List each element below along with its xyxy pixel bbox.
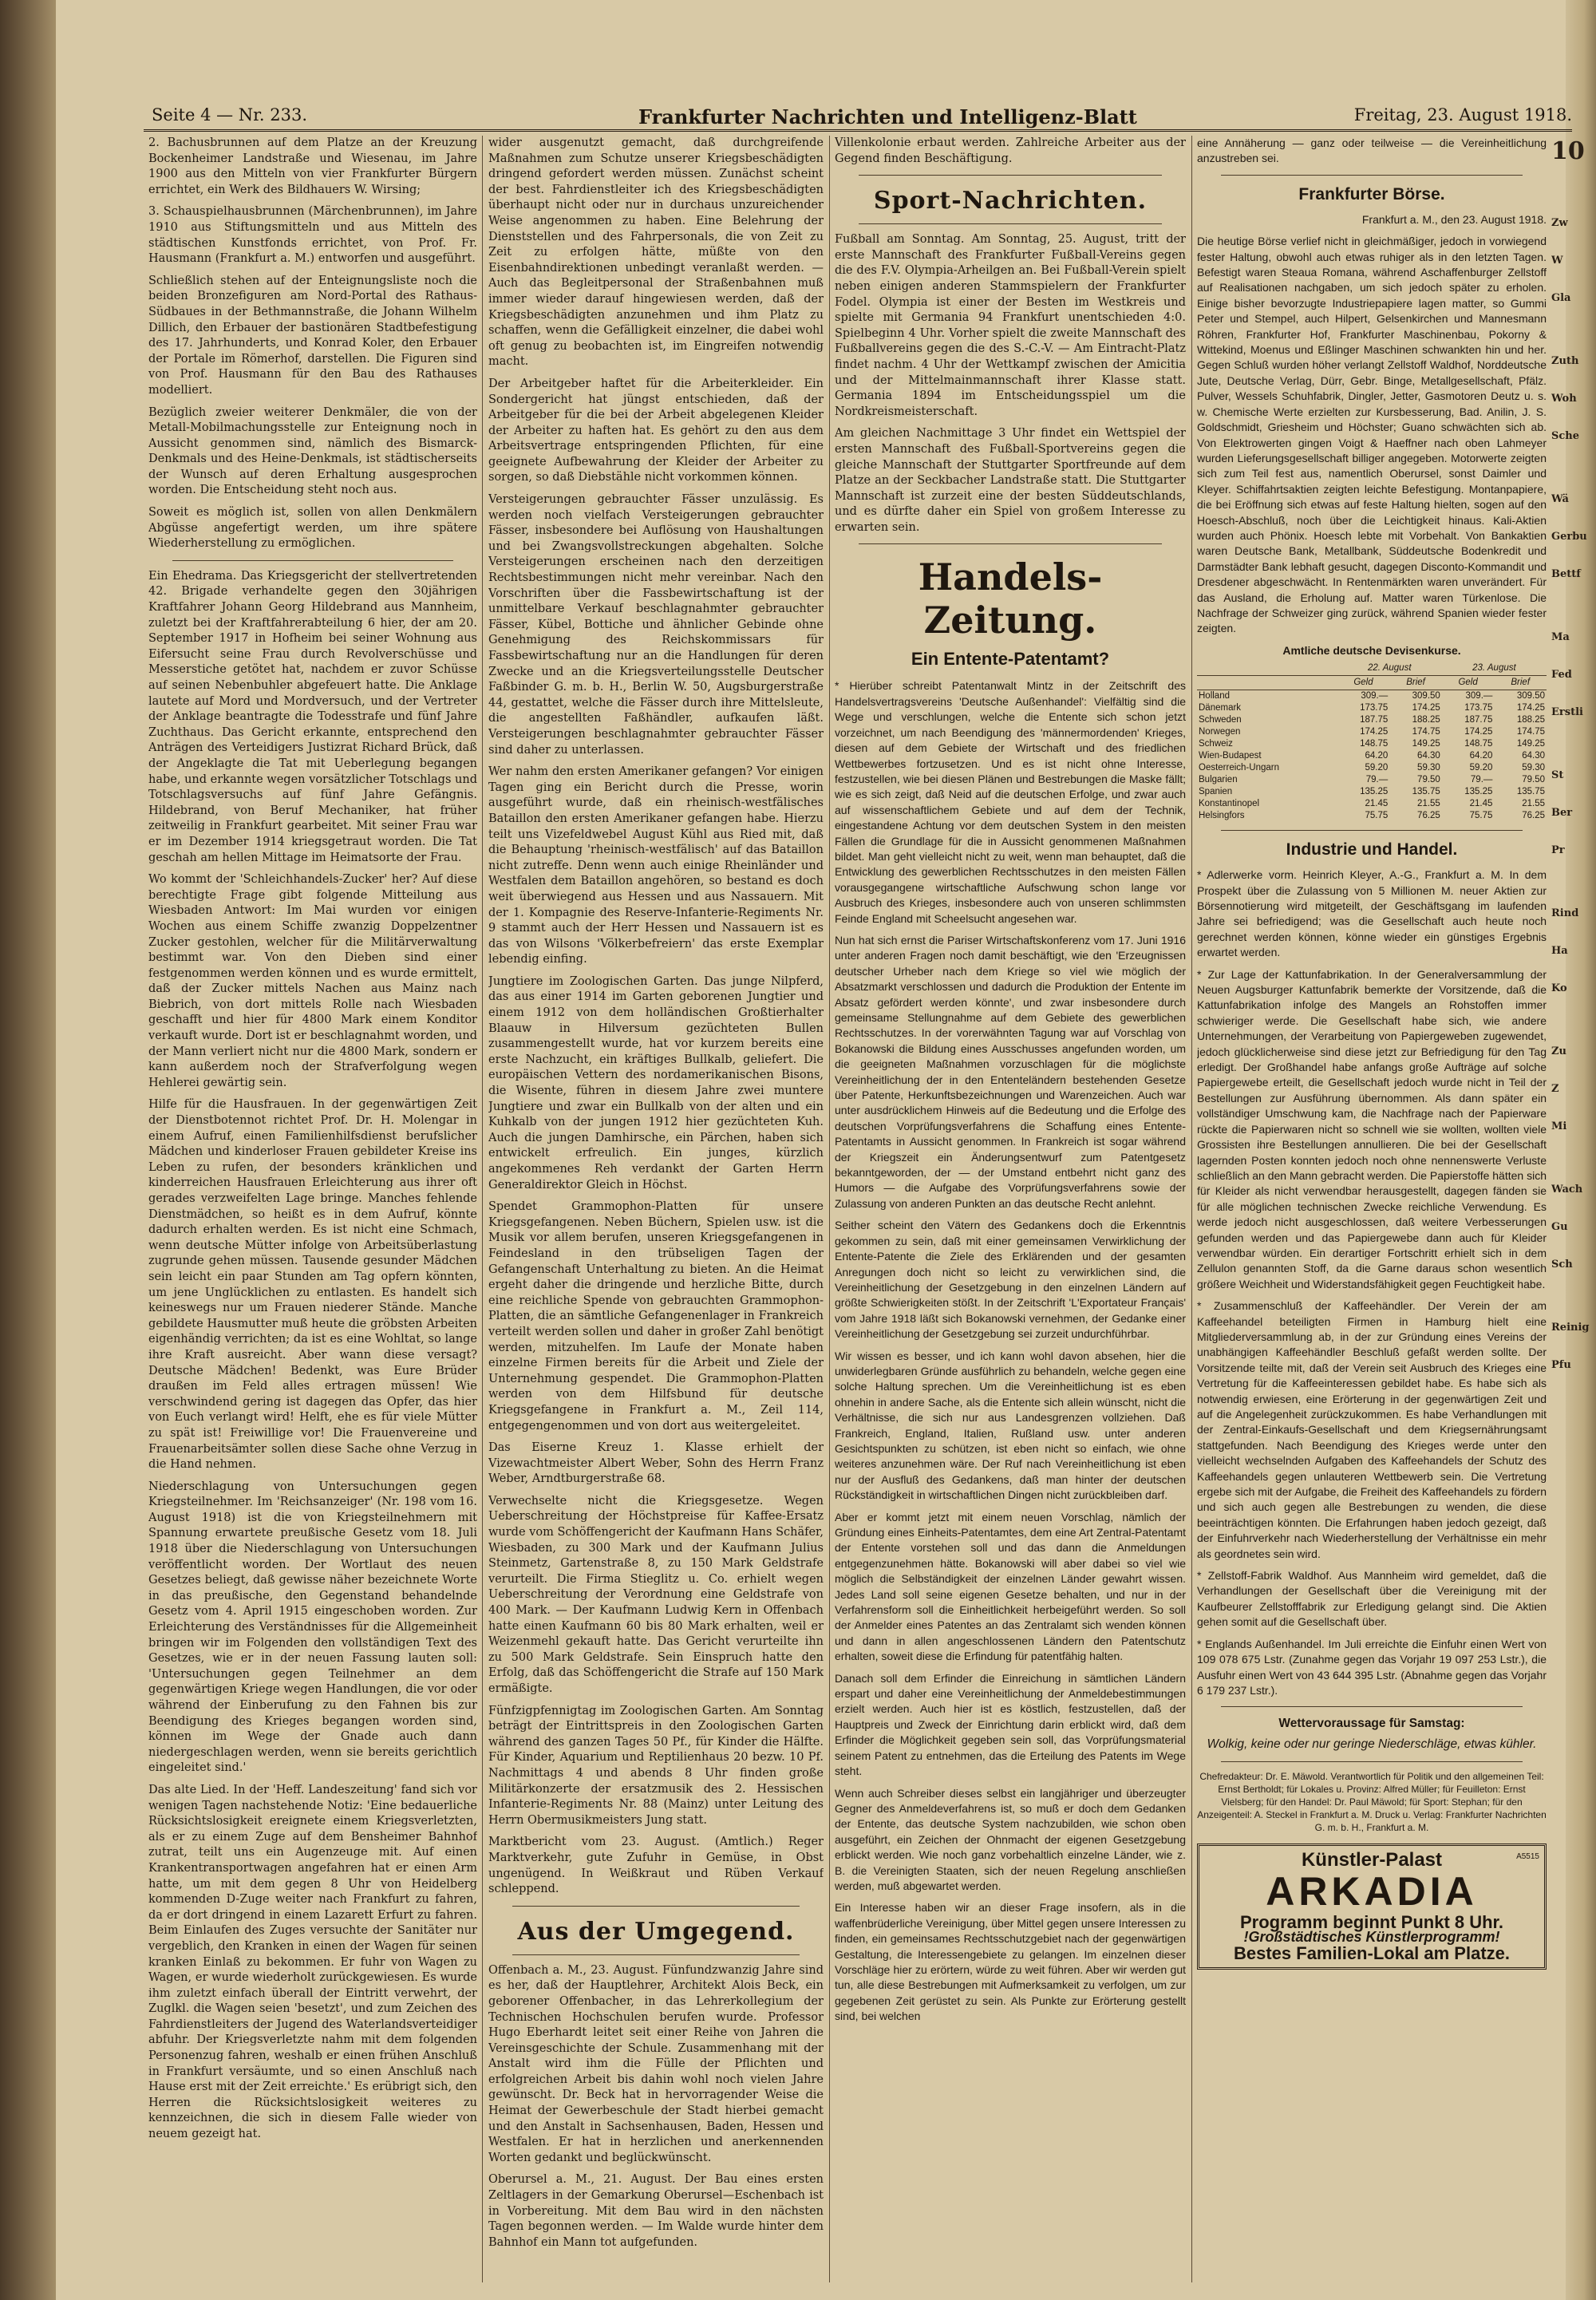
article-paragraph: Schließlich stehen auf der Enteignungsliste noch die beiden Bronzefiguren am Nord-Portal des Rathaus-Südbaues in der Bethmannstraße, die Johann Wilhelm Dillich, den Erbauer der bastionären Stadtbefestigung des 17. Jahrhunderts, und Konrad Koler, den Erbauer der Portale im Römerhof, darstellen. Die Figuren sind von Prof. Hausmann für den Bau des Rathauses modelliert. [148, 274, 477, 397]
column-1 [148, 136, 477, 2282]
divider [1221, 830, 1523, 831]
article-paragraph: * Zusammenschluß der Kaffeehändler. Der Verein der am Kaffeehandel beteiligten Firmen in Hamburg hielt eine Mitgliederversammlung ab, in der zur Gründung eines Vereins der unabhängigen Kaffeehändler Beschluß gefaßt werden sollte. Der Vorsitzende teilte mit, daß der Verein seit Ausbruch des Krieges eine Vertretung für die Kaffeeinteressen gebildet habe. Es habe sich als notwendig erwiesen, eine Erörterung in der gegenwärtigen Zeit und auf die Angelegenheit zurückzukommen. Es habe Verhandlungen mit der Zentral-Einkaufs-Gesellschaft und dem Kriegsernährungsamt stattgefunden. Nach Beendigung des Krieges werde unter den vielleicht wechselnden Aufgaben des Kaffeehandels der Schutz des Kaffeehandels gegen unlauteren Wettbewerb sein. Die Vertretung ergebe sich mit der Aufgabe, die Freiheit des Kaffeehandels zu fördern und sich auch gegen alle Bestrebungen zu wenden, die diese beeinträchtigen könnten. Die Erfahrungen haben jedoch gezeigt, daß der Einfuhrverkehr nach Wiederherstellung der Verhältnisse ein mehr als geordnetes sein wird. [1197, 1299, 1547, 1560]
article-paragraph: Verwechselte nicht die Kriegsgesetze. Wegen Ueberschreitung der Höchstpreise für Kaffee-Ersatz wurde vom Schöffengericht der Kaufmann Hans Schäfer, Wiesbaden, zu 300 Mark und der Kaufmann Julius Steinmetz, Gartenstraße 8, zu 150 Mark Geldstrafe verurteilt. Die Firma Stieglitz u. Co. erhielt wegen Ueberschreitung der Verordnung eine Geldstrafe von 400 Mark. — Der Kaufmann Ludwig Kern in Offenbach hatte einen Kaufmann 60 bis 80 Mark erhalten, weil er Weizenmehl gekauft hatte. Das Gericht verurteilte ihn zu 500 Mark Geldstrafe. Sein Einspruch hatte den Erfolg, daß das Schöffengericht die Strafe auf 150 Mark ermäßigte. [488, 1494, 824, 1695]
article-paragraph: Versteigerungen gebrauchter Fässer unzulässig. Es werden noch vielfach Versteigerungen gebrauchter Fässer, insbesondere bei Auflösung von Haushaltungen und bei Zwangsvollstreckungen abgehalten. Solche Versteigerungen erscheinen nach den derzeitigen Rechtsbestimmungen nicht mehr vereinbar. Nach den Vorschriften über die Fassbewirtschaftung ist der unmittelbare Verkauf beschlagnahmter gebrauchter Fässer, Kübel, Bottiche und ähnlicher Gebinde ohne Genehmigung des Reichskommissars für Fassbewirtschaftung nur an die Handlungen für deren Zwecke und an die Kriegsverteilungsstelle Deutscher Faßbinder G. m. b. H., Berlin W. 50, Augsburgerstraße 44, gestattet, welche die Fässer durch ihre Mittelsleute, die angestellten Faßhändler, aufkaufen läßt. Versteigerungen beschlagnahmter gebrauchter Fässer sind daher zu unterlassen. [488, 493, 824, 757]
table-subheader: Brief [1494, 676, 1547, 690]
column-rule [1191, 136, 1192, 2282]
advertisement-arkadia [1197, 1844, 1547, 1970]
adjacent-page-fragment: Pr [1551, 844, 1565, 856]
section-heading-umgegend: Aus der Umgegend. [517, 1917, 795, 1946]
table-subheader: Brief [1389, 676, 1442, 690]
table-row: Dänemark 173.75 174.25 173.75 174.25 [1199, 703, 1545, 713]
table-row: Norwegen 174.25 174.75 174.25 174.75 [1199, 727, 1545, 737]
table-subheader: Geld [1442, 676, 1495, 690]
adjacent-page-fragment: W [1551, 255, 1563, 267]
ad-line: !Großstädtisches Künstlerprogramm! [1243, 1929, 1500, 1946]
article-paragraph: Die heutige Börse verlief nicht in gleichmäßiger, jedoch in vorwiegend fester Haltung, obwohl auch etwas ruhiger als in den letzten Tagen. Befestigt waren Steaua Romana, während Aschaffenburger Zellstoff auf Realisationen nachgaben, um sich jedoch später zu erholen. Einige bisher bevorzugte Industriepapiere lagen matter, so Gummi Peter und Stempel, auch Hilpert, Gelsenkirchen und Mannesmann Röhren, Frankfurter Hof, Frankfurter Maschinenbau, Pokorny & Wittekind, Moenus und Eßlinger Maschinen schwankten hin und her. Gegen Schluß wurden höher verlangt Zellstoff Waldhof, Norddeutsche Jute, Deutsche Verlag, Dürr, Gebr. Binge, Metallgesellschaft, Pfälz. Pulver, Wessels Schuhfabrik, Dingler, Jetter, Gasmotoren Deutz u. s. w. Chemische Werte erzielten zur Kursbesserung, Bad. Anilin, J. S. Goldschmidt, Griesheim und Höchster; Guano schwächten sich ab. Von Elektrowerten gingen Voigt & Haeffner nach oben Lahmeyer wurden Lieferungsgesellschaft billiger angegeben. Motorwerte zeigten sich zum Teil fest aus, namentlich Oberursel, sonst Daimler und Kleyer. Schiffahrtsaktien zeigten leichte Befestigung. Montanpapiere, die bei Eröffnung sich etwas auf feste Haltung hielten, sogen auf den Hoesch-Abschluß, noch über die Leichtigkeit hinaus. Kali-Aktien wurden auch Phönix. Hoesch lebte mit Vorbehalt. Von Bankaktien waren Deutsche Bank, Metallbank, Süddeutsche Bodenkredit und Darmstädter Bank lebhaft gesucht, dagegen Disconto-Kommandit und Dresdener abgeschwächt. In Rentenmärkten waren unverändert. Für das Ausland, die Erholung auf. Matter waren Türkenlose. Die Nachfrage der Schweizer ging zurück, während Spanien wieder fester zeigten. [1197, 235, 1547, 635]
article-paragraph: Fünfzigpfennigtag im Zoologischen Garten. Am Sonntag beträgt der Eintrittspreis in den Zoologischen Garten während des ganzen Tages 50 Pf., für Kinder die Hälfte. Für Kinder, Aquarium und Reptilienhaus 20 bezw. 10 Pf. Nachmittags 4 und abends 8 Uhr finden große Militärkonzerte der ersatzmusik des 2. Hessischen Infanterie-Regiments Nr. 88 (Mainz) unter Leitung des Herrn Obermusikmeisters Jung statt. [488, 1704, 824, 1827]
article-paragraph: Wo kommt der 'Schleichhandels-Zucker' her? Auf diese berechtigte Frage gibt folgende Mitteilung aus Wiesbaden Antwort: Im Mai wurden vor einigen Wochen aus einem Schiffe zwanzig Doppelzentner Zucker gestohlen, welcher für die Militärverwaltung bestimmt war. Von den Dieben sind einer festgenommen werden können und es wurde ermittelt, daß der Zucker mittels Nachen aus Mainz nach Biebrich, von dort mittels Rolle nach Wiesbaden geschafft und hier für 4800 Mark einem Konditor verkauft wurde. Dort ist er beschlagnahmt worden, und der Mann verliert nicht nur die 4800 Mark, sondern er kann außerdem noch der Strafverfolgung wegen Hehlerei gewärtig sein. [148, 873, 477, 1089]
adjacent-page-fragment: Wä [1551, 493, 1569, 505]
divider [859, 175, 1162, 176]
article-paragraph: Offenbach a. M., 23. August. Fünfundzwanzig Jahre sind es her, daß der Hauptlehrer, Architekt Alois Beck, ein geborener Offenbacher, in das Lehrerkollegium der Technischen Hochschulen berufen wurde. Professor Hugo Eberhardt leitet seit einer Reihe von Jahren die Vereinsgeschichte der Schule. Zusammenhang mit der Anstalt wird ihm die Fülle der Pflichten und erfolgreichen Arbeit bis dahin wohl noch vielen Jahre gewünscht. Dr. Beck hat in hervorragender Weise die Heimat der Gewerbeschule der Stadt hierbei gemacht und den Anstalt in Sachsenhausen, Baden, Hessen und Westfalen. Er hat in herzlichen und anerkennenden Worten gedankt und beglückwünscht. [488, 1963, 824, 2164]
adjacent-page-fragment: Ber [1551, 807, 1573, 819]
article-paragraph: 2. Bachusbrunnen auf dem Platze an der Kreuzung Bockenheimer Landstraße und Wiesenau, im Jahre 1900 aus den Mitteln von vier Frankfurter Bürgern errichtet, ein Werk des Bildhauers W. Wirsing; [148, 136, 477, 196]
dateline: Frankfurt a. M., den 23. August 1918. [1361, 212, 1547, 226]
table-row: Holland 309.— 309.50 309.— 309.50 [1199, 691, 1545, 701]
article-paragraph: Am gleichen Nachmittage 3 Uhr findet ein Wettspiel der ersten Mannschaft des Fußball-Sportvereins gegen die gleiche Mannschaft der Stuttgarter Sportfreunde auf dem Platze an der Seckbacher Landstraße statt. Die Stuttgarter Mannschaft ist zurzeit eine der besten Süddeutschlands, und es dürfte daher ein Spiel von großem Interesse zu erwarten sein. [835, 427, 1186, 534]
adjacent-page-fragment: Sch [1551, 1259, 1573, 1271]
adjacent-page-fragment: Ko [1551, 982, 1567, 994]
divider [859, 223, 1162, 224]
table-row: Konstantinopel 21.45 21.55 21.45 21.55 [1199, 799, 1545, 809]
column-4 [1197, 136, 1547, 2282]
article-paragraph: * Adlerwerke vorm. Heinrich Kleyer, A.-G., Frankfurt a. M. In dem Prospekt über die Zulassung von 5 Millionen M. neuer Aktien zur Börsennotierung wird mitgeteilt, der Geschäftsgang im laufenden Jahre sei befriedigend; was die Gesellschaft auch heute noch gerechnet werden können, könne wieder ein günstiges Ergebnis erwartet werden. [1197, 868, 1547, 959]
article-headline: Ein Entente-Patentamt? [911, 649, 1110, 670]
article-paragraph: Wer nahm den ersten Amerikaner gefangen? Vor einigen Tagen ging ein Bericht durch die Presse, worin ausgeführt wurde, daß ein rheinisch-westfälisches Bataillon den ersten Amerikaner gefangen habe. Hierzu teilt uns Vizefeldwebel August Kühl aus Ried mit, daß die Behauptung 'rheinisch-westfälisch' auf das Bataillon nicht zutreffe. Denn wenn auch einige Rheinländer und Westfalen dem Bataillon angehören, so bestand es doch weit überwiegend aus Hessen und aus Nassauern. Mit der 1. Kompagnie des Reserve-Infanterie-Regiments Nr. 9 stammt auch der Herr Hessen und Nassauern ist es das von Wilsons 'Völkerbefreiern' das erste Exemplar lebendig einfing. [488, 765, 824, 966]
divider [512, 1954, 800, 1955]
adjacent-page-fragment: Reinig [1551, 1322, 1590, 1334]
adjacent-page-fragment: Sche [1551, 430, 1580, 442]
divider [1221, 1761, 1523, 1762]
article-paragraph: Oberursel a. M., 21. August. Der Bau eines ersten Zeltlagers in der Gemarkung Oberursel—Eschenbach ist in Vorbereitung. Mit dem Bau wird in den nächsten Tagen begonnen werden. — Im Walde wurde hinter dem Bahnhof ein Mann tot aufgefunden. [488, 2173, 824, 2249]
article-paragraph: Ein Ehedrama. Das Kriegsgericht der stellvertretenden 42. Brigade verhandelte gegen den 30jährigen Kraftfahrer Johann Georg Hildebrand aus Mannheim, zuletzt bei der Kraftfahrerabteilung 6 hier, der am 20. September 1917 in Hofheim bei seiner Wohnung aus Eifersucht seine Frau durch Revolverschüsse und Messerstiche getötet hat, nachdem er zuvor Schüsse auf seinen Nebenbuhler abgefeuert hatte. Die Anklage lautete auf Mord und Mordversuch, und der Vertreter der Anklage beantragte die Todesstrafe und fünf Jahre Zuchthaus. Das Gericht erkannte, entsprechend den Anträgen des Verteidigers Justizrat Richard Brück, daß der Angeklagte die Tat mit Ueberlegung begangen habe, und erkannte wegen vorsätzlicher Totschlags und Totschlagsversuchs auf fünf Jahre Gefängnis. Hildebrand, von Beruf Mechaniker, hat früher zeitweilig in Frankfurt gearbeitet. Mit seiner Frau war er im Dezember 1914 kriegsgetraut worden. Die Tat geschah am hellen Mittage im Heimatsorte der Frau. [148, 569, 477, 864]
article-paragraph: Soweit es möglich ist, sollen von allen Denkmälern Abgüsse angefertigt werden, um ihre spätere Wiederherstellung zu ermöglichen. [148, 506, 477, 551]
article-paragraph: Danach soll dem Erfinder die Einreichung in sämtlichen Ländern erspart und daher eine Vereinheitlichung der Anmeldebestimmungen erzielt werden. Auch hier ist es köstlich, festzustellen, daß der Hauptpreis und Zweck der Einrichtung darin erblickt wird, daß dem Erfinder die Möglichkeit gegeben sein soll, das Vorprüfungsmaterial seinem Patent zu entnehmen, das die Erteilung des Patents im Wege steht. [835, 1671, 1186, 1778]
adjacent-page-fragment: Bettf [1551, 568, 1581, 580]
adjacent-page-fragment: Zu [1551, 1045, 1566, 1057]
adjacent-page-fragment: Gu [1551, 1221, 1568, 1233]
article-paragraph: eine Annäherung — ganz oder teilweise — die Vereinheitlichung anzustreben sei. [1197, 136, 1547, 165]
table-row: Helsingfors 75.75 76.25 75.75 76.25 [1199, 811, 1545, 821]
column-3 [835, 136, 1186, 2282]
article-paragraph: Seither scheint den Vätern des Gedankens doch die Erkenntnis gekommen zu sein, daß mit einer gemeinsamen Verwirklichung der Entente-Patente die Ziele des Erklärenden und der gesamten Anregungen doch nicht so leicht zu verwirklichen sind, die Vereinheitlichung der Gesetzgebung in den einzelnen Ländern auf größte Schwierigkeiten stößt. In der Zeitschrift 'L'Exportateur Français' vom Jahre 1918 läßt sich Bokanowski vernehmen, der Gedanke einer Vereinheitlichung der Gesetzgebung sei zurzeit undurchführbar. [835, 1219, 1186, 1341]
article-paragraph: wider ausgenutzt gemacht, daß durchgreifende Maßnahmen zum Schutze unserer Kriegsbeschädigten dringend gefordert werden müssen. Zunächst scheint der best. Fahrdienstleiter ich des Kriegsbeschädigten überhaupt nicht oder nur in durchaus unzureichender Weise angenommen zu haben. Eine Belehrung der Dienststellen und des Fahrpersonals, die von Zeit zu Zeit zu erfolgen hätte, müßte von den Eisenbahndirektionen unbedingt veranlaßt werden. — Auch das Begleitpersonal der Straßenbahnen muß immer wieder darauf hingewiesen werden, daß der Kriegsbeschädigten anzunehmen und ihm Platz zu schaffen, wenn die Gefälligkeit einzelner, die dabei wohl oft genug zu beobachten ist, im Eingreifen notwendig macht. [488, 136, 824, 369]
adjacent-page-fragment: Erstli [1551, 706, 1583, 718]
column-rule [829, 136, 830, 2282]
table-row: Schweiz 148.75 149.25 148.75 149.25 [1199, 739, 1545, 749]
adjacent-page-fragment: Woh [1551, 393, 1577, 405]
article-paragraph: Fußball am Sonntag. Am Sonntag, 25. August, tritt der erste Mannschaft des Frankfurter Fußball-Vereins gegen die des F.V. Olympia-Arheilgen an. Bei Fußball-Verein spielt neben einigen anderen Stammspielern der Frankfurter Fodel. Olympia ist einer der Besten im Westkreis und spielte mit Germania 94 Frankfurt unentschieden 4:0. Spielbeginn 4 Uhr. Vorher spielt die zweite Mannschaft des Fußballvereins gegen die des S.-C.-V. — Am Eintracht-Platz findet nachm. 4 Uhr der Wettkampf zwischen der Amicitia und der Mittelmainmannschaft ihrer Klasse statt. Germania 1894 im Entscheidungsspiel um die Nordkreismeisterschaft. [835, 233, 1186, 418]
article-paragraph: Ein Interesse haben wir an dieser Frage insofern, als in die waffenbrüderliche Vereinigung, über Mittel gegen unsere Interessen zu finden, ein gemeinsames Rechtsschutzgebiet nach der gegenwärtigen Gestaltung, die Interessengebiete zu gelangen. Im einzelnen dieser Vorschläge hier zu erörtern, würde zu weit führen. Aber wir werden gut tun, alle diese Bestrebungen mit Aufmerksamkeit zu verfolgen, um zur gegebenen Zeit gerüstet zu sein. Als Punkte zur Erörterung gestellt sind, bei welchen [835, 1901, 1186, 2023]
article-paragraph: Marktbericht vom 23. August. (Amtlich.) Reger Marktverkehr, gute Zufuhr in Gemüse, in Obst ungenügend. In Weißkraut und Rüben Verkauf schleppend. [488, 1836, 824, 1896]
adjacent-page-fragment: Ha [1551, 945, 1568, 957]
divider [172, 560, 453, 561]
ad-title: ARKADIA [1266, 1868, 1478, 1914]
adjacent-page-fragment: Wach [1551, 1184, 1583, 1195]
page-header [144, 102, 1572, 132]
page-number: Seite 4 — Nr. 233. [152, 105, 307, 124]
article-paragraph: Das Eiserne Kreuz 1. Klasse erhielt der Vizewachtmeister Albert Weber, Sohn des Herrn Franz Weber, Arndtburgerstraße 68. [488, 1441, 824, 1486]
article-paragraph: Niederschlagung von Untersuchungen gegen Kriegsteilnehmer. Im 'Reichsanzeiger' (Nr. 198 vom 16. August 1918) ist die von Kriegsteilnehmern mit Spannung erwartete preußische Gesetz vom 18. Juli 1918 über die Niederschlagung von Untersuchungen veröffentlicht worden. Der Wortlaut des neuen Gesetzes beliegt, daß gewisse näher bezeichnete Worte in das preußische, den Gegenstand behandelnde Gesetz vom 4. April 1915 eingeschoben worden. Zur Erleichterung des Verständnisses für die Allgemeinheit bringen wir im Folgenden den vollständigen Text des Gesetzes, wie er in der neuen Fassung lauten soll: 'Untersuchungen gegen Teilnehmer an dem gegenwärtigen Kriege wegen Handlungen, die vor oder während der Einberufung zu den Fahnen bis zur Beendigung des Krieges begangen worden sind, können im Wege der Gnade auch dann niedergeschlagen werden, wenn sie bereits gerichtlich eingeleitet sind.' [148, 1480, 477, 1775]
ad-line: Programm beginnt Punkt 8 Uhr. [1239, 1911, 1504, 1932]
article-paragraph: Hilfe für die Hausfrauen. In der gegenwärtigen Zeit der Dienstbotennot richtet Prof. Dr. H. Molengar in einem Aufruf, einen Familienhilfsdienst berufslicher Mädchen und kinderloser Frauen gebildeter Kreise ins Leben zu rufen, der besonders kränklichen und kinderreichen Hausfrauen Erleichterung aus ihrer oft gerades verzweifelten Lage bringe. Manches fehlende Dienstmädchen, so heißt es in dem Aufruf, könnte dadurch erhalten werden. Es ist nicht eine Schmach, wenn deutsche Mütter infolge von Arbeitsüberlastung zugrunde gehen müssen. Tausende gesunder Mädchen sein leicht ein paar Stunden am Tag opfern könnten, um jene Unglücklichen zu entlasten. Es handelt sich keineswegs nur um Frauen niederer Stände. Manche gebildete Hausmutter muß heute die gröbsten Arbeiten eigenhändig verrichten; da ist es eine Wohltat, so lange ihre Kraft ausreicht. Aber wann diese versagt? Deutsche Mädchen! Bedenkt, was Eure Brüder draußen im Feld alles ertragen müssen! Wie verschwindend gering ist dagegen das Opfer, das hier von Euch verlangt wird! Helft, ehe es für viele Mütter zu spät ist! Freiwillige vor! Die Frauenvereine und Frauenarbeitsämter sollen diese Sache ohne Verzug in die Hand nehmen. [148, 1098, 477, 1472]
article-paragraph: Wenn auch Schreiber dieses selbst ein langjähriger und überzeugter Gegner des Anmeldeverfahrens ist, so muß er doch dem Gedanken der Entente, das deutsche System nachzubilden, wie schon oben ausgeführt, ein Zeichen der Ohnmacht der eigenen Gesetzgebung erblickt werden. Wie noch ganz vorbehaltlich einzelne Länder, wie z. B. die Vereinigten Staaten, sich der neuen Regelung anschließen werden, muß abgewartet werden. [835, 1786, 1186, 1892]
article-paragraph: Wir wissen es besser, und ich kann wohl davon absehen, hier die unwiderlegbaren Gründe ausführlich zu behandeln, welche gegen eine solche Haltung sprechen. Um die Vereinheitlichung ist es eben ohnehin in andere Sache, als die Entente sich allein wünscht, nicht die Verhältnisse, die sich nur aus Landesgrenzen vollziehen. Daß Frankreich, England, Italien, Rußland usw. unter anderen Gesichtspunkten zu schützen, ist eben nicht so einfach, wie ohne weiteres anzunehmen wäre. Der Ruf nach Vereinheitlichung ist eben nur der Ausfluß des Gedankens, daß man hinter der deutschen Rückständigkeit in wirtschaftlichen Dingen nicht zurückbleiben darf. [835, 1349, 1186, 1502]
section-heading-sport: Sport-Nachrichten. [873, 187, 1148, 215]
article-paragraph: * Hierüber schreibt Patentanwalt Mintz in der Zeitschrift des Handelsvertragsvereins 'Deutsche Außenhandel': Vielfältig sind die Wege und verschlungen, welche die Entente sich schon jetzt vorzeichnet, um nach Beendigung des 'männermordenden' Krieges, diesen auf dem Gebiete der Wirtschaft und des friedlichen Wettbewerbes fortzusetzen. Und es ist nicht ohne Interesse, festzustellen, wie bei diesen Plänen und Bestrebungen die Maske fällt; wie es sich zeigt, daß Neid auf die deutschen Erfolge, und zwar auch auf wissenschaftlichem Gebiete und auf dem der Technik, eingestandene Achtung vor dem deutschen System in den meisten Fällen die Grundlage für die in Aussicht genommenen Maßnahmen bildet. Man geht vielleicht nicht zu weit, wenn man behauptet, daß die Entwicklung des gewerblichen Rechtsschutzes in den meisten Fällen vorausgegangene wirtschaftliche Aufschwung schon lange vor Ausbruch des Krieges, insbesondere auch von unseren schlimmsten Feinde England mit Scheelsucht angesehen war. [835, 679, 1186, 925]
adjacent-page-fragment: Ma [1551, 631, 1570, 643]
adjacent-page-edge [1551, 136, 1596, 2282]
article-paragraph: * Englands Außenhandel. Im Juli erreichte die Einfuhr einen Wert von 109 078 675 Lstr. (Zunahme gegen das Vorjahr 19 097 253 Lstr.), die Ausfuhr einen Wert von 43 644 395 Lstr. (Abnahme gegen das Vorjahr 6 179 237 Lstr.). [1197, 1637, 1547, 1697]
article-paragraph: Der Arbeitgeber haftet für die Arbeiterkleider. Ein Sondergericht hat jüngst entschieden, daß der Arbeitgeber für die bei der Arbeit abgelegenen Kleider der Arbeiter zu haften hat. Es gehört zu den aus dem Arbeitsvertrage entspringenden Pflichten, für eine geeignete Aufbewahrung der Kleider der Arbeiter zu sorgen, so daß Diebstähle nicht vorkommen können. [488, 377, 824, 484]
article-paragraph: Das alte Lied. In der 'Heff. Landeszeitung' fand sich vor wenigen Tagen nachstehende Notiz: 'Eine bedauerliche Rücksichtslosigkeit ereignete einem Kriegsverletzten, als er zu einem Zuge auf dem Bensheimer Bahnhof zutrat, teilt uns ein Augenzeuge mit. Auf einen Krankentransportwagen angefahren hat er einen Arm hatte, um mit dem gegen 8 Uhr von Heidelberg kommenden D-Zuge weiter nach Frankfurt zu fahren, da er dort dringend in einem Lazarett Erfurt zu fahren. Beim Einlaufen des Zuges versuchte der Sanitäter nur vergeblich, den Kranken in einen der Wagen für seinen kranken Einlaß zu bekommen. Er fuhr von Wagen zu Wagen, er wurde wiederholt zurückgewiesen. Es wurde ihm zuletzt einfach überall der Eintritt verwehrt, der Zuglkl. die Wagen seien 'besetzt', und zum Zeichen des Fahrdienstleiters der Jugend des Waterlandsverteidiger abfuhr. Der Kriegsverletzte nahm mit dem folgenden Personenzug fahren, weshalb er einen frühen Anschluß in Frankfurt versäumte, und so einen Anschluß nach Hause erst mit der Zeit erreichte.' Es erübrigt sich, den Herren die Rücksichtslosigkeit weiteres zu kennzeichnen, die sich in diesem Falle wieder von neuem gezeigt hat. [148, 1783, 477, 2141]
weather-forecast: Wolkig, keine oder nur geringe Niederschläge, etwas kühler. [1207, 1737, 1537, 1752]
divider [1221, 1706, 1523, 1707]
adjacent-page-fragment: Mi [1551, 1120, 1567, 1132]
table-header: 23. August [1442, 662, 1547, 676]
adjacent-page-fragment: Z [1551, 1083, 1559, 1095]
table-row: Spanien 135.25 135.75 135.25 135.75 [1199, 787, 1545, 797]
article-paragraph: Villenkolonie erbaut werden. Zahlreiche Arbeiter aus der Gegend finden Beschäftigung. [835, 136, 1186, 165]
article-paragraph: Nun hat sich ernst die Pariser Wirtschaftskonferenz vom 17. Juni 1916 unter anderen Fragen noch damit beschäftigt, wie den 'Erzeugnissen deutscher Urheber nach dem Kriege so viel wie möglich der Absatzmarkt verschlossen und dadurch die Produktion der Entente im Absatz gefördert werden könnte', und zwar insbesondere durch gemeinsame Stellungnahme auf dem Gebiete des gewerblichen Rechtsschutzes. In der vorerwähnten Tagung war auf Vorschlag von Bokanowski die Bildung eines Ausschusses angefunden worden, um die geeigneten Maßnahmen vorzuschlagen für die möglichste Vereinheitlichung der in den Ententeländern bestehenden Gesetze über Patente, Herkunftsbezeichnungen und Warenzeichen. Auch war unter ausdrücklichem Hinweis auf die Bedeutung und die Erfolge des deutschen Vorprüfungsverfahrens die Schaffung eines Entente-Patentamts in Aussicht genommen. In Frankreich ist sogar während der Kriegszeit ein Änderungsentwurf zum Patentgesetz bekanntgeworden, der — der Umstand entbehrt nicht ganz des Humors — die Aufgabe des Vorprüfungsverfahrens sowie der Zulassung von anderen Punkten an das deutsche Recht anlehnt. [835, 933, 1186, 1210]
adjacent-page-fragment: Fed [1551, 669, 1572, 681]
weather-heading: Wettervoraussage für Samstag: [1278, 1717, 1465, 1731]
ad-code: A5515 [1516, 1852, 1539, 1862]
table-header: 22. August [1337, 662, 1442, 676]
issue-date: Freitag, 23. August 1918. [1353, 105, 1572, 124]
article-paragraph: Bezüglich zweier weiterer Denkmäler, die von der Metall-Mobilmachungsstelle zur Enteignung noch in Aussicht genommen sind, nämlich des Bismarck-Denkmals und des Heine-Denkmals, ist städtischerseits der Wunsch auf deren Erhaltung ausgesprochen worden. Die Entscheidung steht noch aus. [148, 405, 477, 497]
imprint: Chefredakteur: Dr. E. Mäwold. Verantwortlich für Politik und den allgemeinen Teil: Ernst Bertholdt; für Lokales u. Provinz: Alfred Müller; für Feuilleton: Ernst Vielsberg; für den Handel: Dr. Paul Mäwold; für Sport: Stephan; für den Anzeigenteil: A. Steckel in Frankfurt a. M. Druck u. Verlag: Frankfurter Nachrichten G. m. b. H., Frankfurt a. M. [1197, 1771, 1547, 1834]
ad-line: Künstler-Palast [1301, 1849, 1443, 1871]
adjacent-page-fragment: Zw [1551, 217, 1568, 229]
adjacent-page-fragment: Gerbu [1551, 531, 1587, 543]
adjacent-page-fragment: Gla [1551, 292, 1571, 304]
divider [512, 1906, 800, 1907]
article-paragraph: * Zellstoff-Fabrik Waldhof. Aus Mannheim wird gemeldet, daß die Verhandlungen der Gesellschaft über die Vereinigung mit der Kaufbeurer Zellstofffabrik zur Erledigung gelangt sind. Die Aktien gehen somit auf die Gesellschaft über. [1197, 1569, 1547, 1629]
table-row: Wien-Budapest 64.20 64.30 64.20 64.30 [1199, 751, 1545, 761]
book-binding [0, 0, 56, 2300]
table-row: Bulgarien 79.— 79.50 79.— 79.50 [1199, 775, 1545, 785]
adjacent-page-fragment: Pfu [1551, 1359, 1571, 1371]
article-paragraph: 3. Schauspielhausbrunnen (Märchenbrunnen), im Jahre 1910 aus Stiftungsmitteln und aus Mitteln des städtischen Kunstfonds errichtet, von Prof. Fr. Hausmann (Frankfurt a. M.) entworfen und ausgeführt. [148, 205, 477, 266]
ad-line: Bestes Familien-Lokal am Platze. [1233, 1942, 1511, 1963]
adjacent-page-fragment: St [1551, 769, 1564, 781]
article-paragraph: Spendet Grammophon-Platten für unsere Kriegsgefangenen. Neben Büchern, Spielen usw. ist die Musik vor allem berufen, unseren Kriegsgefangenen in Feindesland in den trübseligen Tagen der Gefangenschaft Unterhaltung zu bieten. An die Heimat ergeht daher die dringende und herzliche Bitte, durch eine reichliche Spende von gebrauchten Grammophon-Platten, die an sämtliche Gefangenenlager in Frankreich verteilt werden sollen und daher in großer Zahl benötigt werden, mitzuhelfen. Im Laufe der Monate haben einzelne Firmen bereits für die Arbeit und Ziele der Unternehmung gespendet. Die Grammophon-Platten werden von dem Hilfsbund für deutsche Kriegsgefangene in Frankfurt a. M., Zeil 114, entgegengenommen und von dort aus weitergeleitet. [488, 1200, 824, 1433]
newspaper-title: Frankfurter Nachrichten und Intelligenz-Blatt [638, 105, 1137, 128]
table-subheader: Geld [1337, 676, 1390, 690]
section-heading-industrie: Industrie und Handel. [1286, 840, 1458, 860]
adjacent-page-fragment: Zuth [1551, 355, 1579, 367]
table-row: Schweden 187.75 188.25 187.75 188.25 [1199, 715, 1545, 725]
column-rule [482, 136, 483, 2282]
adjacent-page-fragments [1551, 215, 1596, 1373]
article-paragraph: Jungtiere im Zoologischen Garten. Das junge Nilpferd, das aus einer 1914 im Garten geborenen Jungtier und einem 1912 von dem holländischen Großtierhalter Blaauw in Hilversum gezüchteten Bullen zusammengestellt wurde, hat vor kurzem bereits eine erste Nachzucht, ein kräftiges Bullkalb, geliefert. Die europäischen Vettern des nordamerikanischen Bisons, die Wisente, führen in diesem Jahre zwei muntere Jungtiere und zwar ein Bullkalb von der alten und ein Kuhkalb von der jungen 1912 hier gezüchteten Kuh. Auch die jungen Damhirsche, ein Pärchen, haben sich entwickelt erfreulich. Ein junges, kürzlich angekommenes Reh verdankt der Garten Herrn Generaldirektor Gleich in Höchst. [488, 974, 824, 1191]
column-2 [488, 136, 824, 2282]
section-heading-handels-zeitung: Handels-Zeitung. [918, 555, 1103, 642]
divider [1221, 175, 1523, 176]
adjacent-page-fragment: Rind [1551, 907, 1579, 919]
section-heading-boerse: Frankfurter Börse. [1298, 184, 1445, 204]
divider [859, 543, 1162, 544]
article-paragraph: Aber er kommt jetzt mit einem neuen Vorschlag, nämlich der Gründung eines Einheits-Patentamtes, dem eine Art Zentral-Patentamt der Entente vorstehen soll und das dann die Anmeldungen entgegenzunehmen hätte. Bokanowski will aber dabei so viel wie möglich die Selbständigkeit der einzelnen Länder gewahrt wissen. Jedes Land soll seine eigenen Gesetze behalten, und nur in der Verfahrensform soll die Einheitlichkeit herbeigeführt werden. So soll der Anmelder eines Patentes an das Zentralamt sich wenden können und dann in allen angeschlossenen Ländern den Patentschutz erhalten, soweit diese die Erfindung für patentfähig halten. [835, 1510, 1186, 1663]
article-paragraph: * Zur Lage der Kattunfabrikation. In der Generalversammlung der Neuen Augsburger Kattunfabrik bemerkte der Vorsitzende, daß die Kattunfabrikation infolge des Mangels an Rohstoffen immer schwieriger werde. Die Gesellschaft habe sich, wie andere Unternehmungen, der Verarbeitung von Papiergeweben zugewendet, jedoch glücklicherweise sind diese jetzt zur Befriedigung für den Tag erledigt. Der Großhandel habe anfangs große Aufträge auf solche Papiergewebe erteilt, die Gesellschaft jedoch wurde nicht in Teil der Bestellungen zur Ausführung übernommen. Als dann später ein vollständiger Umschwung kam, die Nachfrage nach der Papierware rückte die Papierwaren nicht so schnell wie sie wollten, wollten viele Grossisten ihre Bestellungen annullieren. Die bei der Gesellschaft lagernden Posten konnten jedoch noch ohne nennenswerte Verluste schließlich an den Mann gebracht werden. Die Papierstoffe hätten sich für Kleider als nicht verwendbar herausgestellt, dagegen fänden sie für alle möglichen technischen Zwecke reichliche Verwendung. Es werde jedoch nicht ausgeschlossen, daß weitere Verbesserungen gefunden werden und das Papiergewebe dann auch für Kleider verwendbar würden. Ein derartiger Fortschritt erhielt sich in dem Zellulon genannten Stoff, da die Garne daraus schon wesentlich größere Weichheit und Widerstandsfähigkeit gegen Feuchtigkeit habe. [1197, 967, 1547, 1290]
adjacent-page-number: 10 [1551, 137, 1585, 165]
devisen-heading: Amtliche deutsche Devisenkurse. [1282, 643, 1461, 657]
exchange-rate-table [1197, 662, 1547, 822]
table-row: Oesterreich-Ungarn 59.20 59.30 59.20 59.30 [1199, 763, 1545, 773]
